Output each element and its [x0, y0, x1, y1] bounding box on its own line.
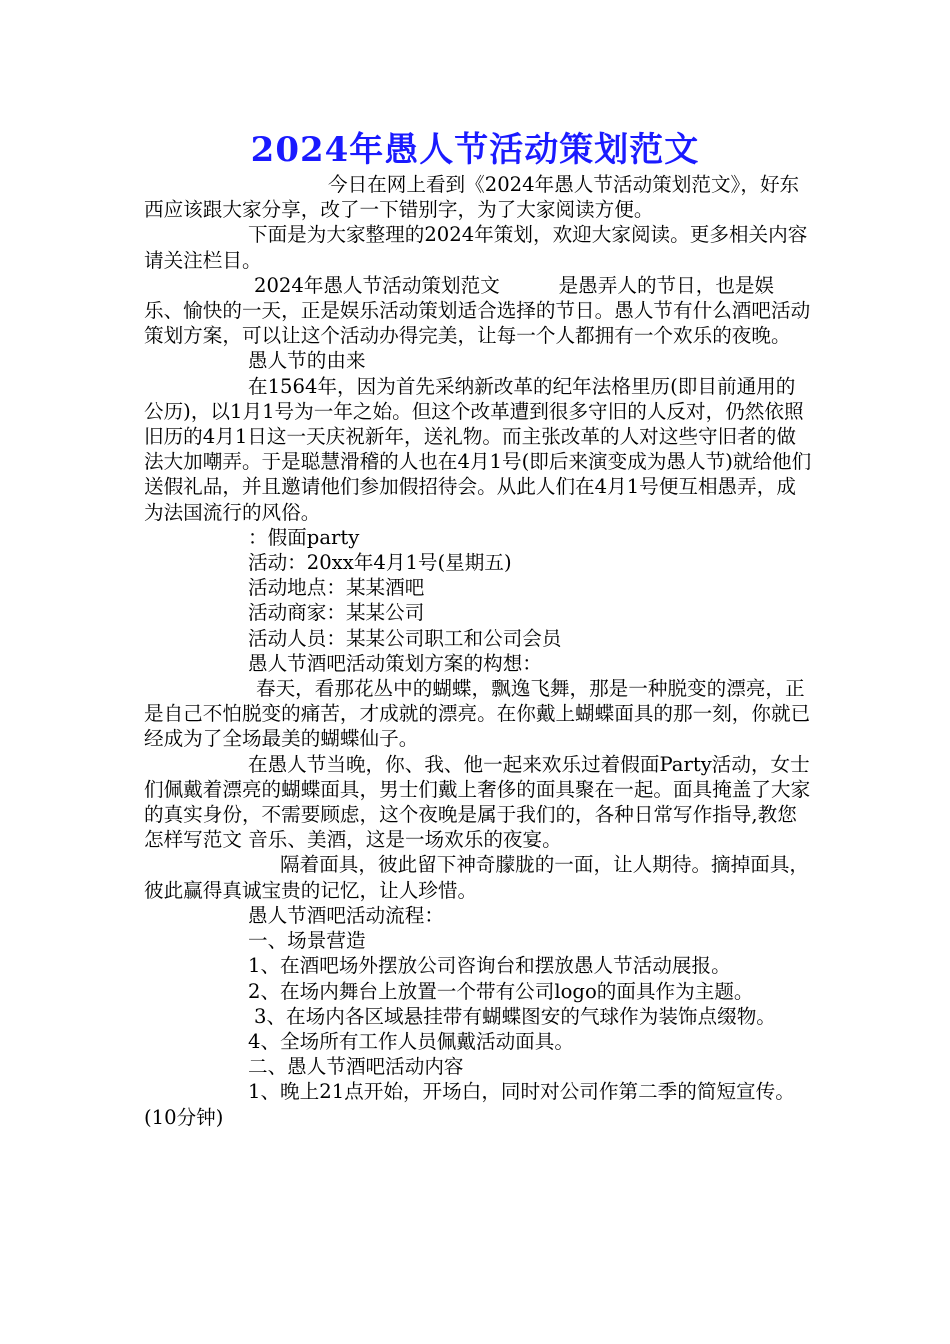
paragraph: 下面是为大家整理的2024年策划，欢迎大家阅读。更多相关内容请关注栏目。	[144, 223, 808, 272]
paragraph: 在1564年，因为首先采纳新改革的纪年法格里历(即目前通用的公历)，以1月1号为一年之始。但这个改革遭到很多守旧的人反对，仍然依照旧历的4月1日这一天庆祝新年，送礼物。而主张改革的人对这些守旧者的做法大加嘲弄。于是聪慧滑稽的人也在4月1号(即后来演变成为愚人节)就给他们送假礼品，并且邀请他们参加假招待会。从此人们在4月1号便互相愚弄，成为法国流行的风俗。	[144, 374, 812, 524]
paragraph: 3、在场内各区域悬挂带有蝴蝶图安的气球作为装饰点缀物。	[254, 1004, 776, 1028]
paragraph: 1、在酒吧场外摆放公司咨询台和摆放愚人节活动展报。	[248, 954, 731, 978]
paragraph: 在愚人节当晚，你、我、他一起来欢乐过着假面Party活动，女士们佩戴着漂亮的蝴蝶面具，男士们戴上奢侈的面具聚在一起。面具掩盖了大家的真实身份，不需要顾虑，这个夜晚是属于我们的，各种日常写作指导,教您怎样写范文 音乐、美酒，这是一场欢乐的夜宴。	[144, 752, 811, 852]
paragraph: 活动地点：某某酒吧	[248, 576, 425, 600]
paragraph: 愚人节的由来	[248, 349, 366, 373]
paragraph: 愚人节酒吧活动流程：	[248, 903, 444, 927]
paragraph: 活动：20xx年4月1号(星期五)	[248, 551, 512, 575]
paragraph: 一、场景营造	[248, 929, 366, 953]
paragraph: 1、晚上21点开始，开场白，同时对公司作第二季的简短宣传。(10分钟)	[144, 1080, 795, 1129]
paragraph: 二、愚人节酒吧活动内容	[248, 1055, 464, 1079]
paragraph: 4、全场所有工作人员佩戴活动面具。	[248, 1029, 574, 1053]
paragraph: 春天，看那花丛中的蝴蝶，飘逸飞舞，那是一种脱变的漂亮，正是自己不怕脱变的痛苦，才成就的漂亮。在你戴上蝴蝶面具的那一刻，你就已经成为了全场最美的蝴蝶仙子。	[144, 677, 811, 751]
paragraph: 今日在网上看到《2024年愚人节活动策划范文》，好东西应该跟大家分享，改了一下错别字，为了大家阅读方便。	[144, 173, 800, 222]
paragraph: 活动商家：某某公司	[248, 601, 425, 625]
paragraph: 2、在场内舞台上放置一个带有公司logo的面具作为主题。	[248, 979, 754, 1003]
document-body	[144, 172, 812, 1130]
paragraph: ：假面party	[248, 525, 360, 549]
document-title: 2024年愚人节活动策划范文	[250, 130, 700, 170]
paragraph: 2024年愚人节活动策划范文 是愚弄人的节日，也是娱乐、愉快的一天，正是娱乐活动策划适合选择的节日。愚人节有什么酒吧活动策划方案，可以让这个活动办得完美，让每一个人都拥有一个欢乐的夜晚。	[144, 273, 811, 348]
paragraph: 愚人节酒吧活动策划方案的构想：	[248, 651, 542, 675]
paragraph: 隔着面具，彼此留下神奇朦胧的一面，让人期待。摘掉面具，彼此赢得真诚宝贵的记忆，让人珍惜。	[144, 853, 810, 902]
paragraph: 活动人员：某某公司职工和公司会员	[248, 626, 562, 650]
